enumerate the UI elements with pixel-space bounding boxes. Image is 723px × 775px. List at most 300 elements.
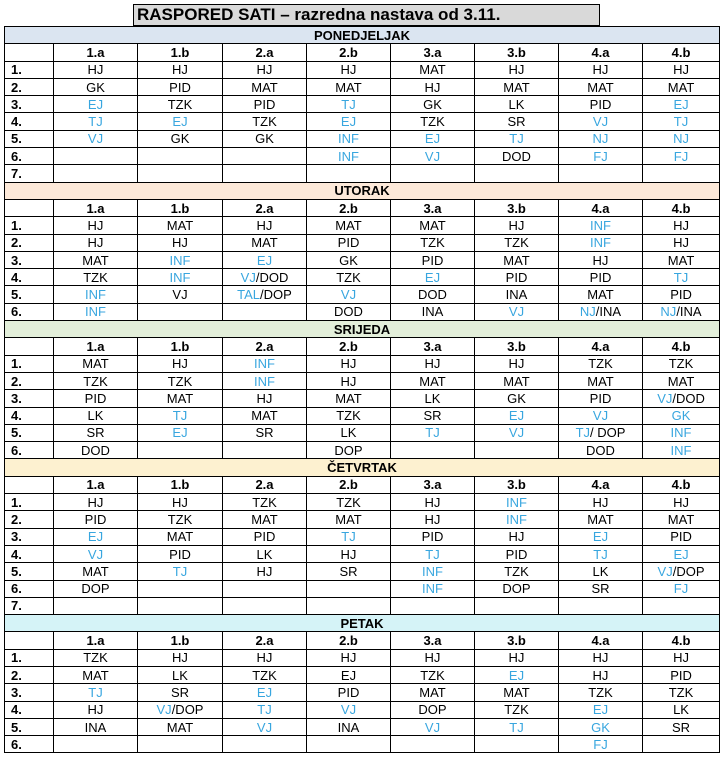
corner-cell: [5, 632, 54, 649]
subject: INF: [590, 217, 611, 233]
class-header: 4.b: [643, 632, 720, 649]
lesson-cell: [559, 597, 643, 614]
lesson-row: [5, 563, 720, 580]
period-number: 4.: [5, 269, 54, 286]
lesson-row: [5, 701, 720, 718]
subject: HJ: [87, 494, 104, 510]
lesson-cell: [391, 286, 475, 303]
lesson-cell: [643, 234, 720, 251]
subject: FJ: [593, 736, 608, 752]
class-header: 4.a: [559, 476, 643, 493]
subject: /DOD: [672, 390, 705, 406]
subject: INF: [670, 442, 692, 458]
lesson-cell: [223, 407, 307, 424]
period-number: 3.: [5, 251, 54, 268]
subject: PID: [253, 529, 276, 545]
subject: PID: [337, 684, 360, 700]
subject: HJ: [424, 494, 441, 510]
lesson-cell: [307, 390, 391, 407]
lesson-cell: [559, 511, 643, 528]
lesson-row: [5, 580, 720, 597]
lesson-cell: [391, 96, 475, 113]
lesson-cell: [643, 251, 720, 268]
lesson-cell: [307, 78, 391, 95]
lesson-cell: [475, 130, 559, 147]
subject: PID: [589, 96, 612, 112]
subject: SR: [507, 114, 526, 130]
subject: MAT: [82, 563, 109, 579]
lesson-cell: [475, 355, 559, 372]
lesson-row: [5, 684, 720, 701]
lesson-row: [5, 372, 720, 389]
subject: TJ: [509, 719, 524, 735]
lesson-row: [5, 442, 720, 459]
lesson-row: [5, 390, 720, 407]
class-header: 4.a: [559, 44, 643, 61]
lesson-cell: [223, 372, 307, 389]
lesson-cell: [223, 96, 307, 113]
subject: TZK: [588, 356, 613, 372]
lesson-row: [5, 130, 720, 147]
subject: SR: [86, 425, 105, 441]
day-name: SRIJEDA: [5, 321, 720, 338]
lesson-cell: [391, 424, 475, 441]
subject: EJ: [256, 252, 273, 268]
lesson-row: [5, 61, 720, 78]
lesson-cell: [307, 649, 391, 666]
lesson-cell: [307, 61, 391, 78]
subject: MAT: [587, 79, 614, 95]
lesson-cell: [54, 407, 138, 424]
subject: TZK: [336, 408, 361, 424]
subject: TJ: [673, 114, 689, 130]
period-number: 3.: [5, 96, 54, 113]
subject: HJ: [87, 217, 104, 233]
lesson-cell: [643, 372, 720, 389]
day-header-sri: [5, 321, 720, 338]
lesson-cell: [138, 494, 223, 511]
subject: HJ: [340, 356, 357, 372]
lesson-cell: [559, 528, 643, 545]
lesson-cell: [54, 217, 138, 234]
subject: HJ: [424, 511, 441, 527]
lesson-cell: [475, 407, 559, 424]
subject: HJ: [87, 62, 104, 78]
lesson-cell: [391, 355, 475, 372]
lesson-cell: [307, 580, 391, 597]
period-number: 4.: [5, 701, 54, 718]
subject: EJ: [508, 408, 525, 424]
lesson-row: [5, 511, 720, 528]
lesson-cell: [643, 597, 720, 614]
lesson-cell: [391, 148, 475, 165]
subject: MAT: [419, 62, 446, 78]
subject: LK: [87, 408, 104, 424]
lesson-cell: [475, 269, 559, 286]
subject: VJ: [592, 114, 609, 130]
subject: EJ: [592, 529, 609, 545]
period-number: 5.: [5, 563, 54, 580]
lesson-cell: [643, 442, 720, 459]
lesson-cell: [54, 390, 138, 407]
lesson-cell: [54, 303, 138, 320]
lesson-cell: [54, 165, 138, 182]
subject: SR: [255, 425, 274, 441]
lesson-cell: [54, 649, 138, 666]
subject: VJ: [592, 408, 609, 424]
period-number: 2.: [5, 78, 54, 95]
lesson-cell: [559, 148, 643, 165]
subject: DOP: [418, 702, 447, 718]
subject: TAL: [237, 287, 261, 303]
subject: SR: [339, 563, 358, 579]
lesson-row: [5, 234, 720, 251]
class-header: 4.b: [643, 44, 720, 61]
subject: MAT: [667, 252, 695, 268]
lesson-cell: [54, 511, 138, 528]
class-header: 3.b: [475, 338, 559, 355]
lesson-cell: [391, 372, 475, 389]
period-number: 5.: [5, 718, 54, 735]
day-name: UTORAK: [5, 182, 720, 199]
subject: INF: [254, 356, 275, 372]
lesson-cell: [391, 701, 475, 718]
subject: MAT: [503, 684, 530, 700]
lesson-cell: [475, 251, 559, 268]
lesson-cell: [223, 148, 307, 165]
subject: TZK: [167, 96, 193, 112]
subject: PID: [337, 235, 360, 251]
subject: TZK: [420, 667, 445, 683]
class-header: 3.a: [391, 476, 475, 493]
day-header-pon: [5, 27, 720, 44]
subject: HJ: [673, 494, 689, 510]
subject: GK: [591, 719, 610, 735]
lesson-cell: [475, 424, 559, 441]
lesson-row: [5, 424, 720, 441]
subject: / DOP: [590, 425, 626, 441]
period-number: 4.: [5, 113, 54, 130]
day-name: PONEDJELJAK: [5, 27, 720, 44]
corner-cell: [5, 476, 54, 493]
lesson-cell: [643, 494, 720, 511]
subject: EJ: [256, 684, 273, 700]
lesson-cell: [391, 303, 475, 320]
schedule-table: [4, 26, 720, 753]
subject: PID: [670, 287, 692, 303]
lesson-cell: [391, 442, 475, 459]
lesson-cell: [54, 597, 138, 614]
period-number: 2.: [5, 666, 54, 683]
subject: INF: [422, 563, 443, 579]
subject: NJ: [592, 131, 609, 147]
subject: PID: [253, 96, 276, 112]
subject: HJ: [592, 62, 609, 78]
subject: HJ: [592, 650, 609, 666]
timetable-document: [4, 4, 719, 753]
class-header: 4.b: [643, 338, 720, 355]
lesson-cell: [223, 545, 307, 562]
period-number: 7.: [5, 597, 54, 614]
class-header: 2.b: [307, 44, 391, 61]
lesson-cell: [223, 701, 307, 718]
subject: TJ: [88, 684, 103, 700]
lesson-cell: [391, 234, 475, 251]
lesson-cell: [391, 597, 475, 614]
lesson-row: [5, 165, 720, 182]
subject: HJ: [424, 79, 441, 95]
subject: MAT: [335, 511, 362, 527]
lesson-cell: [643, 666, 720, 683]
lesson-cell: [54, 580, 138, 597]
lesson-cell: [559, 217, 643, 234]
lesson-cell: [559, 684, 643, 701]
lesson-cell: [54, 96, 138, 113]
lesson-cell: [138, 96, 223, 113]
lesson-cell: [391, 528, 475, 545]
lesson-cell: [391, 130, 475, 147]
day-header-cet: [5, 459, 720, 476]
class-header: 1.b: [138, 476, 223, 493]
lesson-cell: [54, 286, 138, 303]
lesson-cell: [475, 701, 559, 718]
lesson-cell: [223, 718, 307, 735]
subject: HJ: [172, 650, 188, 666]
lesson-cell: [559, 494, 643, 511]
lesson-cell: [559, 649, 643, 666]
lesson-cell: [391, 269, 475, 286]
subject: TJ: [593, 546, 608, 562]
subject: INF: [590, 235, 611, 251]
lesson-cell: [307, 718, 391, 735]
subject: VJ: [172, 287, 188, 303]
class-header: 2.b: [307, 338, 391, 355]
class-header-row: [5, 199, 720, 216]
lesson-cell: [391, 61, 475, 78]
lesson-cell: [475, 597, 559, 614]
lesson-cell: [54, 684, 138, 701]
subject: TZK: [336, 494, 361, 510]
lesson-cell: [559, 165, 643, 182]
subject: TZK: [668, 356, 694, 372]
subject: INF: [254, 373, 275, 389]
lesson-cell: [643, 545, 720, 562]
subject: TZK: [504, 702, 529, 718]
lesson-cell: [307, 148, 391, 165]
class-header: 1.a: [54, 338, 138, 355]
subject: TJ: [575, 425, 591, 441]
subject: EJ: [592, 702, 609, 718]
subject: MAT: [419, 373, 446, 389]
class-header: 3.b: [475, 632, 559, 649]
subject: VJ: [508, 425, 525, 441]
class-header: 1.b: [138, 199, 223, 216]
subject: LK: [172, 667, 188, 683]
class-header: 1.a: [54, 632, 138, 649]
subject: MAT: [419, 684, 446, 700]
subject: HJ: [673, 235, 689, 251]
class-header: 1.b: [138, 632, 223, 649]
class-header: 4.a: [559, 338, 643, 355]
subject: MAT: [251, 408, 278, 424]
lesson-cell: [475, 718, 559, 735]
lesson-cell: [559, 580, 643, 597]
lesson-cell: [138, 303, 223, 320]
lesson-cell: [643, 390, 720, 407]
subject: FJ: [593, 148, 608, 164]
subject: EJ: [673, 546, 689, 562]
lesson-cell: [307, 407, 391, 424]
subject: HJ: [256, 563, 273, 579]
lesson-cell: [559, 286, 643, 303]
lesson-cell: [559, 701, 643, 718]
lesson-cell: [307, 355, 391, 372]
subject: TZK: [83, 650, 108, 666]
subject: HJ: [256, 650, 273, 666]
lesson-cell: [475, 511, 559, 528]
subject: HJ: [172, 235, 188, 251]
subject: PID: [589, 390, 612, 406]
class-header: 1.b: [138, 44, 223, 61]
subject: PID: [169, 546, 191, 562]
class-header: 1.a: [54, 199, 138, 216]
lesson-cell: [54, 234, 138, 251]
lesson-cell: [138, 597, 223, 614]
lesson-cell: [643, 701, 720, 718]
subject: INA: [421, 304, 444, 320]
lesson-cell: [559, 355, 643, 372]
subject: LK: [256, 546, 273, 562]
lesson-cell: [307, 528, 391, 545]
period-number: 2.: [5, 511, 54, 528]
subject: MAT: [82, 252, 109, 268]
lesson-cell: [223, 649, 307, 666]
lesson-cell: [559, 372, 643, 389]
lesson-cell: [223, 390, 307, 407]
subject: MAT: [251, 235, 278, 251]
lesson-cell: [223, 424, 307, 441]
lesson-cell: [223, 666, 307, 683]
lesson-row: [5, 269, 720, 286]
lesson-cell: [54, 61, 138, 78]
subject: PID: [589, 269, 612, 285]
subject: HJ: [508, 529, 525, 545]
subject: DOD: [502, 148, 531, 164]
lesson-cell: [223, 78, 307, 95]
subject: TJ: [257, 702, 272, 718]
period-number: 3.: [5, 528, 54, 545]
subject: VJ: [508, 304, 525, 320]
subject: MAT: [587, 511, 614, 527]
lesson-cell: [559, 666, 643, 683]
page-title: RASPORED SATI – razredna nastava od 3.11.: [133, 4, 600, 26]
subject: HJ: [673, 217, 689, 233]
subject: INF: [85, 304, 106, 320]
lesson-cell: [307, 666, 391, 683]
lesson-cell: [138, 528, 223, 545]
subject: HJ: [340, 546, 357, 562]
class-header: 4.a: [559, 199, 643, 216]
subject: MAT: [251, 511, 278, 527]
subject: PID: [84, 511, 107, 527]
lesson-cell: [475, 234, 559, 251]
lesson-cell: [475, 78, 559, 95]
lesson-cell: [475, 580, 559, 597]
subject: MAT: [587, 287, 614, 303]
subject: DOD: [586, 442, 615, 458]
lesson-cell: [223, 442, 307, 459]
lesson-cell: [138, 165, 223, 182]
class-header: 2.a: [223, 338, 307, 355]
lesson-cell: [307, 597, 391, 614]
subject: NJ: [660, 304, 677, 320]
day-name: PETAK: [5, 615, 720, 632]
title-bar: [4, 4, 719, 26]
subject: DOD: [418, 287, 447, 303]
subject: VJ: [156, 702, 172, 718]
subject: LK: [340, 425, 357, 441]
lesson-cell: [138, 286, 223, 303]
class-header: 1.b: [138, 338, 223, 355]
lesson-cell: [223, 165, 307, 182]
period-number: 6.: [5, 736, 54, 753]
class-header: 3.a: [391, 632, 475, 649]
lesson-cell: [307, 96, 391, 113]
class-header: 4.b: [643, 476, 720, 493]
lesson-cell: [54, 563, 138, 580]
subject: HJ: [256, 390, 273, 406]
lesson-cell: [54, 372, 138, 389]
class-header: 3.a: [391, 199, 475, 216]
lesson-cell: [475, 545, 559, 562]
subject: LK: [424, 390, 441, 406]
lesson-cell: [138, 61, 223, 78]
lesson-cell: [559, 234, 643, 251]
lesson-cell: [307, 130, 391, 147]
subject: /DOP: [260, 287, 292, 303]
subject: HJ: [592, 252, 609, 268]
lesson-cell: [643, 286, 720, 303]
subject: HJ: [673, 650, 689, 666]
subject: HJ: [424, 650, 441, 666]
lesson-cell: [391, 684, 475, 701]
period-number: 3.: [5, 390, 54, 407]
subject: /DOP: [672, 563, 705, 579]
lesson-cell: [138, 563, 223, 580]
lesson-row: [5, 251, 720, 268]
subject: HJ: [508, 650, 525, 666]
lesson-cell: [391, 649, 475, 666]
lesson-cell: [138, 736, 223, 753]
subject: SR: [423, 408, 442, 424]
lesson-row: [5, 355, 720, 372]
class-header: 3.a: [391, 44, 475, 61]
lesson-row: [5, 217, 720, 234]
lesson-cell: [138, 666, 223, 683]
lesson-cell: [391, 563, 475, 580]
subject: MAT: [335, 79, 362, 95]
subject: GK: [86, 79, 105, 95]
subject: PID: [84, 390, 107, 406]
subject: DOP: [81, 581, 110, 597]
subject: MAT: [419, 217, 446, 233]
lesson-cell: [138, 130, 223, 147]
subject: TJ: [425, 546, 440, 562]
subject: GK: [507, 390, 526, 406]
lesson-cell: [307, 442, 391, 459]
subject: HJ: [256, 62, 273, 78]
period-number: 1.: [5, 649, 54, 666]
